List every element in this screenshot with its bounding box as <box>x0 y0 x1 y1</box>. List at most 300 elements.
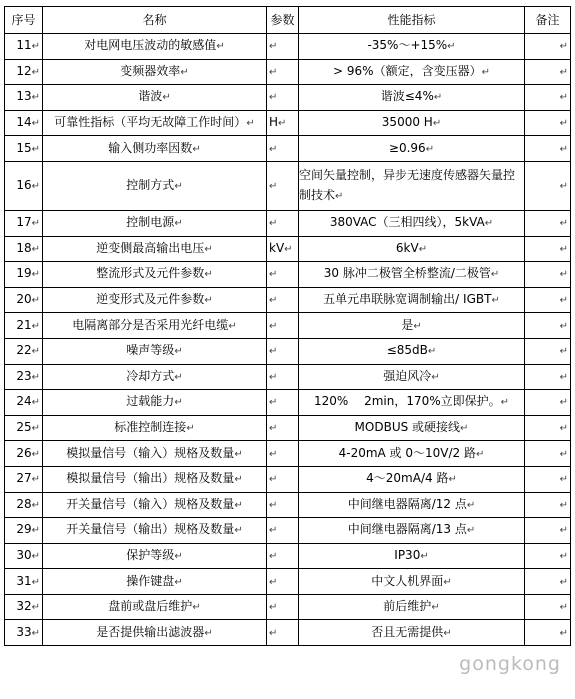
paragraph-mark-icon: ↵ <box>174 397 183 409</box>
table-row <box>5 34 571 60</box>
row-number-cell <box>5 210 43 236</box>
item-name-cell <box>43 262 267 288</box>
paragraph-mark-icon: ↵ <box>559 269 568 281</box>
paragraph-mark-icon: ↵ <box>31 550 40 562</box>
row-number-text: 20 <box>16 292 32 307</box>
row-number-cell <box>5 390 43 416</box>
row-number-cell <box>5 34 43 60</box>
paragraph-mark-icon: ↵ <box>500 397 510 409</box>
row-number-cell <box>5 441 43 467</box>
paragraph-mark-icon: ↵ <box>269 320 278 332</box>
performance-cell <box>299 136 525 162</box>
note-cell <box>525 390 571 416</box>
paragraph-mark-icon: ↵ <box>484 218 494 230</box>
paragraph-mark-icon: ↵ <box>269 269 278 281</box>
table-row <box>5 313 571 339</box>
row-number-cell <box>5 59 43 85</box>
paragraph-mark-icon: ↵ <box>269 218 278 230</box>
item-name-text: 开关量信号（输入）规格及数量 <box>66 496 235 511</box>
row-number-text: 32 <box>16 599 32 614</box>
performance-text: 否且无需提供 <box>371 624 444 639</box>
row-number-cell <box>5 620 43 646</box>
performance-cell <box>299 34 525 60</box>
performance-text: 强迫风冷 <box>383 368 432 383</box>
item-name-text: 电隔离部分是否采用光纤电缆 <box>72 317 229 332</box>
paragraph-mark-icon: ↵ <box>447 41 456 53</box>
paragraph-mark-icon: ↵ <box>559 448 568 460</box>
table-row <box>5 569 571 595</box>
performance-text: MODBUS 或硬接线 <box>354 420 461 435</box>
row-number-text: 11 <box>16 38 32 53</box>
performance-text: 6kV <box>395 240 419 255</box>
paragraph-mark-icon: ↵ <box>31 371 40 383</box>
paragraph-mark-icon: ↵ <box>234 499 243 511</box>
item-name-cell <box>43 466 267 492</box>
parameter-cell <box>267 210 299 236</box>
paragraph-mark-icon: ↵ <box>269 423 278 435</box>
performance-cell <box>299 415 525 441</box>
table-row <box>5 287 571 313</box>
performance-text: 380VAC（三相四线），5kVA <box>329 215 485 230</box>
item-name-cell <box>43 569 267 595</box>
parameter-cell <box>267 441 299 467</box>
item-name-text: 保护等级 <box>126 547 175 562</box>
performance-cell <box>299 287 525 313</box>
item-name-cell <box>43 236 267 262</box>
paragraph-mark-icon: ↵ <box>413 320 422 332</box>
paragraph-mark-icon: ↵ <box>234 448 243 460</box>
note-cell <box>525 262 571 288</box>
parameter-cell <box>267 543 299 569</box>
parameter-cell <box>267 390 299 416</box>
performance-cell <box>299 492 525 518</box>
item-name-cell <box>43 518 267 544</box>
row-number-cell <box>5 262 43 288</box>
paragraph-mark-icon: ↵ <box>559 474 568 486</box>
paragraph-mark-icon: ↵ <box>269 397 278 409</box>
paragraph-mark-icon: ↵ <box>425 143 435 155</box>
paragraph-mark-icon: ↵ <box>418 243 428 255</box>
item-name-cell <box>43 620 267 646</box>
table-row <box>5 136 571 162</box>
note-cell <box>525 569 571 595</box>
paragraph-mark-icon: ↵ <box>284 243 293 255</box>
parameter-cell <box>267 518 299 544</box>
note-cell <box>525 492 571 518</box>
paragraph-mark-icon: ↵ <box>234 474 243 486</box>
performance-cell <box>299 466 525 492</box>
note-cell <box>525 518 571 544</box>
performance-text: 120% 2min，170%立即保护。 <box>313 394 501 409</box>
parameter-cell <box>267 364 299 390</box>
watermark: gongkong <box>459 653 561 675</box>
performance-cell <box>299 364 525 390</box>
paragraph-mark-icon: ↵ <box>559 118 568 130</box>
note-cell <box>525 136 571 162</box>
table-row <box>5 85 571 111</box>
parameter-cell <box>267 569 299 595</box>
table-row <box>5 466 571 492</box>
paragraph-mark-icon: ↵ <box>31 346 40 358</box>
performance-cell <box>299 85 525 111</box>
performance-cell <box>299 543 525 569</box>
item-name-cell <box>43 210 267 236</box>
item-name-text: 可靠性指标（平均无故障工作时间） <box>54 115 247 130</box>
item-name-text: 对电网电压波动的敏感值 <box>84 38 217 53</box>
paragraph-mark-icon: ↵ <box>31 448 40 460</box>
row-number-text: 18 <box>16 240 32 255</box>
performance-cell <box>299 210 525 236</box>
paragraph-mark-icon: ↵ <box>204 627 213 639</box>
note-cell <box>525 161 571 210</box>
note-cell <box>525 110 571 136</box>
parameter-cell <box>267 466 299 492</box>
parameter-cell <box>267 313 299 339</box>
item-name-text: 输入侧功率因数 <box>108 140 193 155</box>
row-number-cell <box>5 110 43 136</box>
note-cell <box>525 59 571 85</box>
paragraph-mark-icon: ↵ <box>269 448 278 460</box>
paragraph-mark-icon: ↵ <box>31 66 40 78</box>
row-number-text: 27 <box>16 471 32 486</box>
paragraph-mark-icon: ↵ <box>31 92 40 104</box>
item-name-cell <box>43 34 267 60</box>
item-name-text: 变频器效率 <box>120 63 181 78</box>
paragraph-mark-icon: ↵ <box>466 525 476 537</box>
paragraph-mark-icon: ↵ <box>31 41 40 53</box>
performance-text: ≥0.96 <box>388 140 426 155</box>
note-cell <box>525 338 571 364</box>
performance-text: IP30 <box>394 547 421 562</box>
paragraph-mark-icon: ↵ <box>31 397 40 409</box>
performance-cell <box>299 441 525 467</box>
performance-text: 35000 H <box>381 115 433 130</box>
item-name-text: 盘前或盘后维护 <box>108 599 193 614</box>
note-cell <box>525 364 571 390</box>
paragraph-mark-icon: ↵ <box>174 550 183 562</box>
paragraph-mark-icon: ↵ <box>481 66 490 78</box>
row-number-cell <box>5 364 43 390</box>
row-number-text: 14 <box>16 115 32 130</box>
paragraph-mark-icon: ↵ <box>204 243 213 255</box>
table-row <box>5 59 571 85</box>
paragraph-mark-icon: ↵ <box>31 295 40 307</box>
note-cell <box>525 34 571 60</box>
paragraph-mark-icon: ↵ <box>559 143 568 155</box>
item-name-cell <box>43 287 267 313</box>
table-row <box>5 594 571 620</box>
paragraph-mark-icon: ↵ <box>559 92 568 104</box>
parameter-cell <box>267 492 299 518</box>
row-number-text: 29 <box>16 522 32 537</box>
performance-cell <box>299 518 525 544</box>
table-body <box>5 34 571 646</box>
paragraph-mark-icon: ↵ <box>432 118 442 130</box>
row-number-cell <box>5 338 43 364</box>
item-name-text: 冷却方式 <box>126 368 175 383</box>
paragraph-mark-icon: ↵ <box>427 346 437 358</box>
performance-text: 30 脉冲二极管全桥整流/二极管 <box>323 266 491 281</box>
paragraph-mark-icon: ↵ <box>269 371 278 383</box>
performance-cell <box>299 59 525 85</box>
row-number-cell <box>5 85 43 111</box>
paragraph-mark-icon: ↵ <box>174 346 183 358</box>
parameter-cell <box>267 287 299 313</box>
note-cell <box>525 594 571 620</box>
performance-text: ≤85dB <box>386 343 428 358</box>
item-name-text: 是否提供输出滤波器 <box>96 624 205 639</box>
paragraph-mark-icon: ↵ <box>559 346 568 358</box>
item-name-cell <box>43 390 267 416</box>
paragraph-mark-icon: ↵ <box>180 66 189 78</box>
paragraph-mark-icon: ↵ <box>559 41 568 53</box>
paragraph-mark-icon: ↵ <box>269 602 278 614</box>
paragraph-mark-icon: ↵ <box>216 41 225 53</box>
note-cell <box>525 236 571 262</box>
performance-cell <box>299 236 525 262</box>
item-name-text: 控制电源 <box>126 215 175 230</box>
row-number-text: 24 <box>16 394 32 409</box>
note-cell <box>525 287 571 313</box>
item-name-text: 逆变侧最高输出电压 <box>96 240 205 255</box>
paragraph-mark-icon: ↵ <box>559 627 568 639</box>
paragraph-mark-icon: ↵ <box>31 218 40 230</box>
paragraph-mark-icon: ↵ <box>559 397 568 409</box>
table-row <box>5 210 571 236</box>
paragraph-mark-icon: ↵ <box>31 423 40 435</box>
header-name: 名称 <box>43 7 267 34</box>
paragraph-mark-icon: ↵ <box>228 320 237 332</box>
paragraph-mark-icon: ↵ <box>31 627 40 639</box>
paragraph-mark-icon: ↵ <box>559 320 568 332</box>
paragraph-mark-icon: ↵ <box>269 499 278 511</box>
paragraph-mark-icon: ↵ <box>460 423 469 435</box>
row-number-cell <box>5 161 43 210</box>
spec-table <box>4 6 571 646</box>
paragraph-mark-icon: ↵ <box>269 550 278 562</box>
item-name-text: 谐波 <box>138 89 163 104</box>
paragraph-mark-icon: ↵ <box>269 92 278 104</box>
item-name-text: 过载能力 <box>126 394 175 409</box>
paragraph-mark-icon: ↵ <box>31 525 40 537</box>
performance-text: 谐波≤4% <box>380 89 434 104</box>
performance-text: 中间继电器隔离/12 点 <box>347 496 467 511</box>
item-name-cell <box>43 415 267 441</box>
table-row <box>5 518 571 544</box>
paragraph-mark-icon: ↵ <box>559 423 568 435</box>
paragraph-mark-icon: ↵ <box>174 371 183 383</box>
paragraph-mark-icon: ↵ <box>559 525 568 537</box>
performance-cell <box>299 390 525 416</box>
item-name-cell <box>43 492 267 518</box>
row-number-text: 31 <box>16 573 32 588</box>
row-number-cell <box>5 136 43 162</box>
paragraph-mark-icon: ↵ <box>162 92 171 104</box>
performance-cell <box>299 110 525 136</box>
paragraph-mark-icon: ↵ <box>234 525 243 537</box>
paragraph-mark-icon: ↵ <box>559 499 568 511</box>
paragraph-mark-icon: ↵ <box>433 92 443 104</box>
parameter-cell <box>267 85 299 111</box>
header-perf: 性能指标 <box>299 7 525 34</box>
performance-text: > 96%（额定，含变压器） <box>333 63 482 78</box>
header-param: 参数 <box>267 7 299 34</box>
row-number-text: 33 <box>16 624 32 639</box>
paragraph-mark-icon: ↵ <box>31 118 40 130</box>
paragraph-mark-icon: ↵ <box>204 295 213 307</box>
paragraph-mark-icon: ↵ <box>559 180 568 192</box>
paragraph-mark-icon: ↵ <box>192 602 201 614</box>
paragraph-mark-icon: ↵ <box>31 602 40 614</box>
item-name-text: 模拟量信号（输入）规格及数量 <box>66 445 235 460</box>
performance-cell <box>299 569 525 595</box>
note-cell <box>525 441 571 467</box>
paragraph-mark-icon: ↵ <box>31 269 40 281</box>
paragraph-mark-icon: ↵ <box>269 41 278 53</box>
table-row <box>5 543 571 569</box>
item-name-text: 逆变形式及元件参数 <box>96 292 205 307</box>
paragraph-mark-icon: ↵ <box>31 474 40 486</box>
paragraph-mark-icon: ↵ <box>31 499 40 511</box>
paragraph-mark-icon: ↵ <box>204 269 213 281</box>
header-no: 序号 <box>5 7 43 34</box>
note-cell <box>525 313 571 339</box>
paragraph-mark-icon: ↵ <box>192 143 201 155</box>
table-row <box>5 364 571 390</box>
paragraph-mark-icon: ↵ <box>246 118 255 130</box>
performance-cell <box>299 161 525 210</box>
performance-cell <box>299 313 525 339</box>
paragraph-mark-icon: ↵ <box>269 474 278 486</box>
paragraph-mark-icon: ↵ <box>448 474 457 486</box>
paragraph-mark-icon: ↵ <box>431 602 440 614</box>
parameter-cell <box>267 262 299 288</box>
performance-cell <box>299 262 525 288</box>
paragraph-mark-icon: ↵ <box>174 180 183 192</box>
table-row <box>5 390 571 416</box>
performance-text: 前后维护 <box>383 599 432 614</box>
paragraph-mark-icon: ↵ <box>269 295 278 307</box>
table-row <box>5 415 571 441</box>
paragraph-mark-icon: ↵ <box>269 346 278 358</box>
paragraph-mark-icon: ↵ <box>559 371 568 383</box>
paragraph-mark-icon: ↵ <box>443 627 452 639</box>
paragraph-mark-icon: ↵ <box>174 576 183 588</box>
performance-text: 五单元串联脉宽调制输出/ IGBT <box>323 292 492 307</box>
item-name-text: 噪声等级 <box>126 343 175 358</box>
note-cell <box>525 620 571 646</box>
paragraph-mark-icon: ↵ <box>269 627 278 639</box>
row-number-cell <box>5 313 43 339</box>
item-name-cell <box>43 59 267 85</box>
table-row <box>5 110 571 136</box>
note-cell <box>525 466 571 492</box>
paragraph-mark-icon: ↵ <box>31 243 40 255</box>
parameter-cell <box>267 34 299 60</box>
item-name-cell <box>43 313 267 339</box>
row-number-text: 26 <box>16 445 32 460</box>
item-name-text: 操作键盘 <box>126 573 175 588</box>
paragraph-mark-icon: ↵ <box>31 576 40 588</box>
item-name-text: 开关量信号（输出）规格及数量 <box>66 522 235 537</box>
row-number-cell <box>5 415 43 441</box>
paragraph-mark-icon: ↵ <box>31 143 40 155</box>
note-cell <box>525 210 571 236</box>
performance-cell <box>299 338 525 364</box>
row-number-text: 12 <box>16 63 32 78</box>
item-name-cell <box>43 441 267 467</box>
paragraph-mark-icon: ↵ <box>174 218 183 230</box>
performance-text: 是 <box>401 317 414 332</box>
table-row <box>5 620 571 646</box>
item-name-cell <box>43 85 267 111</box>
row-number-cell <box>5 466 43 492</box>
paragraph-mark-icon: ↵ <box>278 118 287 130</box>
paragraph-mark-icon: ↵ <box>559 602 568 614</box>
parameter-cell <box>267 415 299 441</box>
performance-text: 中间继电器隔离/13 点 <box>347 522 467 537</box>
row-number-cell <box>5 518 43 544</box>
row-number-cell <box>5 492 43 518</box>
item-name-cell <box>43 338 267 364</box>
parameter-cell <box>267 620 299 646</box>
parameter-text: H <box>269 115 279 130</box>
row-number-text: 28 <box>16 496 32 511</box>
parameter-cell <box>267 59 299 85</box>
table-row <box>5 338 571 364</box>
header-row <box>5 7 571 34</box>
row-number-text: 22 <box>16 343 32 358</box>
paragraph-mark-icon: ↵ <box>490 269 500 281</box>
row-number-cell <box>5 543 43 569</box>
item-name-cell <box>43 161 267 210</box>
parameter-cell <box>267 594 299 620</box>
paragraph-mark-icon: ↵ <box>559 66 568 78</box>
row-number-cell <box>5 287 43 313</box>
parameter-text: kV <box>269 240 285 255</box>
row-number-text: 25 <box>16 420 32 435</box>
paragraph-mark-icon: ↵ <box>559 218 568 230</box>
item-name-cell <box>43 594 267 620</box>
performance-text: 中文人机界面 <box>371 573 444 588</box>
paragraph-mark-icon: ↵ <box>491 295 500 307</box>
row-number-text: 21 <box>16 317 32 332</box>
table-row <box>5 236 571 262</box>
item-name-cell <box>43 364 267 390</box>
performance-text: 空间矢量控制，异步无速度传感器矢量控制技术 <box>299 167 516 202</box>
item-name-text: 标准控制连接 <box>114 420 187 435</box>
item-name-cell <box>43 110 267 136</box>
performance-cell <box>299 620 525 646</box>
item-name-text: 整流形式及元件参数 <box>96 266 205 281</box>
paragraph-mark-icon: ↵ <box>420 550 429 562</box>
paragraph-mark-icon: ↵ <box>269 180 278 192</box>
row-number-text: 15 <box>16 140 32 155</box>
header-note: 备注 <box>525 7 571 34</box>
paragraph-mark-icon: ↵ <box>269 143 278 155</box>
note-cell <box>525 85 571 111</box>
note-cell <box>525 543 571 569</box>
row-number-text: 17 <box>16 215 32 230</box>
row-number-text: 13 <box>16 89 32 104</box>
item-name-cell <box>43 136 267 162</box>
item-name-text: 控制方式 <box>126 177 175 192</box>
paragraph-mark-icon: ↵ <box>431 371 440 383</box>
row-number-cell <box>5 594 43 620</box>
table-row <box>5 492 571 518</box>
row-number-text: 19 <box>16 266 32 281</box>
paragraph-mark-icon: ↵ <box>475 448 485 460</box>
